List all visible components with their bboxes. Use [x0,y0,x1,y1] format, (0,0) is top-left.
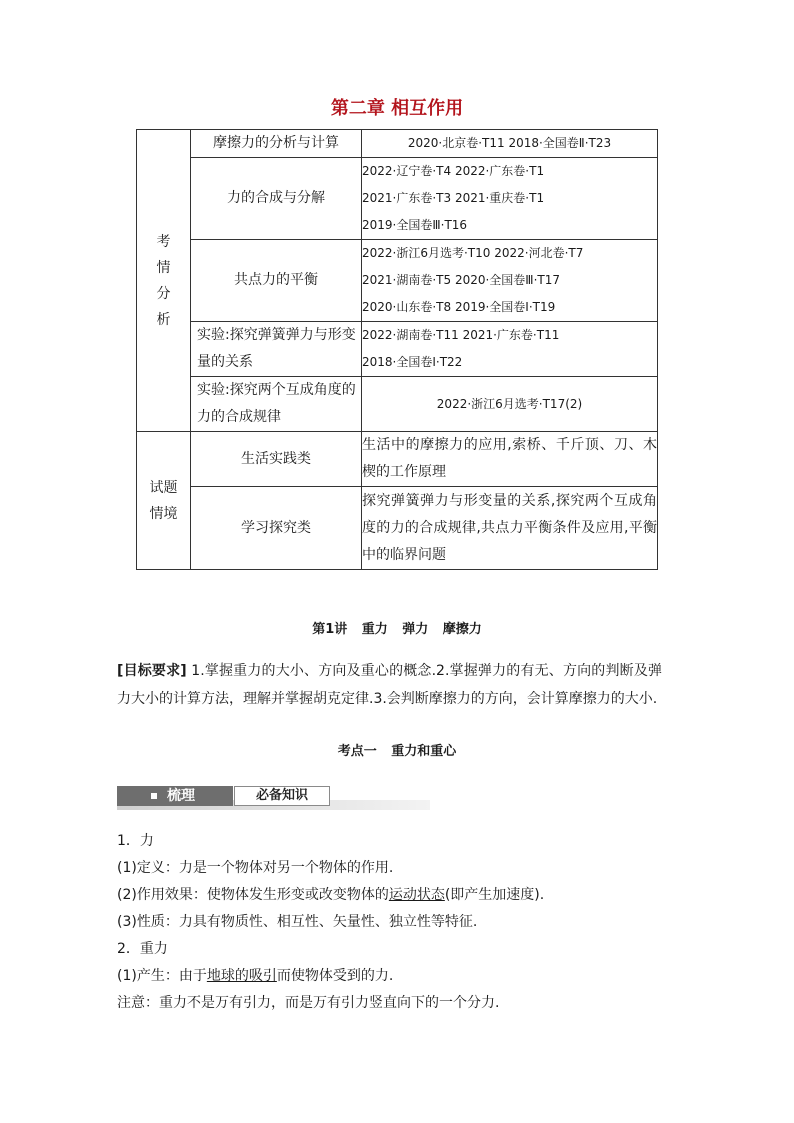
table-row [137,322,658,377]
category-line: 情境 [149,505,178,522]
content-line: 1．力 [117,833,154,849]
content-line [117,882,677,909]
topic-cell: 实验:探究弹簧弹力与形变量的关系 [191,322,362,377]
reference-line: 2021·湖南卷·T5 2020·全国卷Ⅲ·T17 [362,273,560,287]
topic-cell: 摩擦力的分析与计算 [191,130,362,158]
underlined-keyword: 地球的吸引 [206,968,277,984]
section-title: 考点一 重力和重心 [337,744,457,759]
content-line: (3)性质：力具有物质性、相互性、矢量性、独立性等特征. [117,914,478,930]
exam-analysis-table [136,129,658,570]
reference-line: 2018·全国卷Ⅰ·T22 [362,355,463,369]
content-text: 而使物体受到的力. [276,968,394,984]
banner-main-label: 梳理 [167,788,195,804]
learning-goals [117,657,662,713]
goal-text: 1.掌握重力的大小、方向及重心的概念.2.掌握弹力的有无、方向的判断及弹力大小的计算方法，理解并掌握胡克定律.3.会判断摩擦力的方向，会计算摩擦力的大小. [117,663,662,707]
content-line: (1)定义：力是一个物体对另一个物体的作用. [117,860,394,876]
banner-main [117,786,233,806]
knowledge-content [117,828,677,1017]
goal-label: [目标要求] [117,663,187,679]
table-row [137,432,658,487]
category-line: 试题 [149,479,178,496]
table-row [137,130,658,158]
lecture-title: 第1讲 重力 弹力 摩擦力 [312,622,482,637]
content-text: (2)作用效果：使物体发生形变或改变物体的 [117,887,389,903]
category-exam-analysis [137,130,191,432]
category-char: 分 [156,285,171,302]
category-char: 情 [156,259,171,276]
section-banner [117,786,430,810]
topic-cell: 实验:探究两个互成角度的力的合成规律 [191,377,362,432]
reference-line: 2021·广东卷·T3 2021·重庆卷·T1 [362,191,545,205]
category-char: 析 [156,311,171,328]
content-text: (即产生加速度). [444,887,545,903]
topic-cell: 学习探究类 [191,487,362,570]
category-char: 考 [156,233,171,250]
topic-cell: 共点力的平衡 [191,240,362,322]
category-scenario [137,432,191,570]
table-row [137,487,658,570]
content-line: 注意：重力不是万有引力，而是万有引力竖直向下的一个分力. [117,995,500,1011]
description-cell: 生活中的摩擦力的应用,索桥、千斤顶、刀、木楔的工作原理 [362,432,658,487]
topic-cell: 力的合成与分解 [191,158,362,240]
reference-cell: 2020·北京卷·T11 2018·全国卷Ⅱ·T23 [362,130,658,158]
reference-cell: 2022·浙江6月选考·T17(2) [362,377,658,432]
banner-sub-label: 必备知识 [234,786,330,806]
reference-line: 2022·浙江6月选考·T10 2022·河北卷·T7 [362,246,584,260]
reference-cell [362,322,658,377]
reference-line: 2022·湖南卷·T11 2021·广东卷·T11 [362,328,560,342]
square-bullet-icon [151,793,157,799]
chapter-title: 第二章 相互作用 [330,98,464,119]
content-text: (1)产生：由于 [117,968,207,984]
reference-line: 2019·全国卷Ⅲ·T16 [362,218,468,232]
topic-cell: 生活实践类 [191,432,362,487]
reference-cell [362,158,658,240]
table-row [137,377,658,432]
underlined-keyword: 运动状态 [388,887,445,903]
table-row [137,158,658,240]
reference-cell [362,240,658,322]
reference-line: 2020·山东卷·T8 2019·全国卷Ⅰ·T19 [362,300,556,314]
description-cell: 探究弹簧弹力与形变量的关系,探究两个互成角度的力的合成规律,共点力平衡条件及应用,平衡中的临界问题 [362,487,658,570]
reference-line: 2022·辽宁卷·T4 2022·广东卷·T1 [362,164,545,178]
table-row [137,240,658,322]
content-line [117,963,677,990]
content-line: 2．重力 [117,941,168,957]
